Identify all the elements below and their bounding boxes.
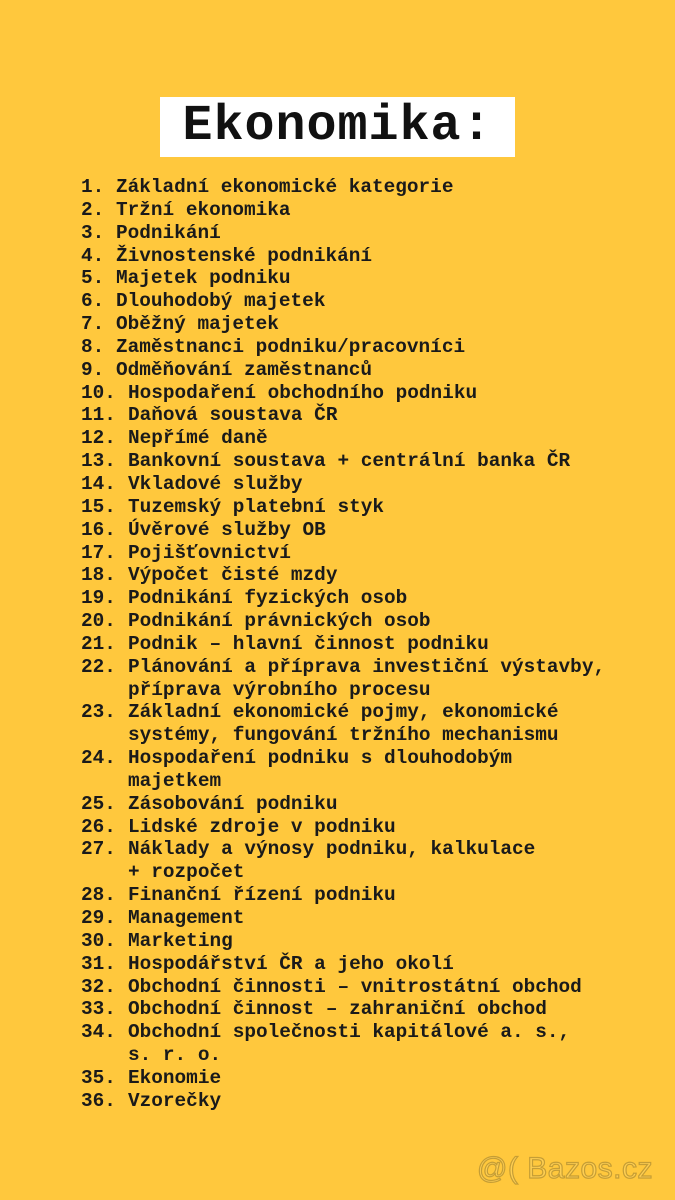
topic-line: Tuzemský platební styk (128, 495, 384, 518)
topic-item (81, 245, 605, 268)
topic-line: Obchodní činnost – zahraniční obchod (128, 998, 547, 1021)
topic-number: 9. (81, 358, 105, 381)
topic-number: 16. (81, 518, 116, 541)
topic-number: 36. (81, 1089, 116, 1112)
topic-text (128, 427, 268, 450)
topic-line: Marketing (128, 929, 233, 952)
topic-line: majetkem (128, 769, 222, 792)
topic-text (128, 656, 605, 702)
topic-number: 8. (81, 335, 105, 358)
topic-item (81, 816, 605, 839)
topic-line: Management (128, 907, 245, 929)
topic-item (81, 473, 605, 496)
page-title: Ekonomika: (182, 98, 493, 155)
topic-number: 18. (81, 564, 116, 587)
topic-item (81, 382, 605, 405)
topic-number: 17. (81, 541, 116, 564)
topic-item (81, 953, 605, 976)
topic-item (81, 793, 605, 816)
topic-text (128, 633, 489, 656)
topic-item (81, 267, 605, 290)
topic-number: 5. (81, 267, 105, 290)
topic-item (81, 1067, 605, 1090)
topic-number: 7. (81, 313, 105, 336)
topic-text (128, 884, 396, 907)
topic-item (81, 496, 605, 519)
topic-text (116, 176, 453, 199)
topic-line: Podnikání právnických osob (128, 610, 431, 633)
topic-item (81, 564, 605, 587)
topic-text (128, 747, 512, 793)
topic-number: 10. (81, 381, 116, 404)
topic-item (81, 450, 605, 473)
topic-number: 1. (81, 176, 105, 198)
topic-text (128, 610, 431, 633)
topic-number: 26. (81, 815, 116, 838)
topic-line: Majetek podniku (116, 267, 291, 290)
topic-number: 21. (81, 632, 116, 655)
topic-text (128, 564, 337, 587)
topic-number: 12. (81, 427, 116, 450)
topic-item (81, 747, 605, 793)
topic-item (81, 976, 605, 999)
topic-number: 32. (81, 975, 116, 998)
topic-text (128, 519, 326, 542)
topic-text (128, 542, 291, 565)
topic-line: Podnikání (116, 221, 221, 244)
topic-line: Obchodní činnosti – vnitrostátní obchod (128, 975, 582, 998)
topic-line: s. r. o. (128, 1044, 222, 1067)
topic-number: 35. (81, 1066, 116, 1089)
topic-line: Obchodní společnosti kapitálové a. s., (128, 1021, 571, 1044)
topic-line: příprava výrobního procesu (128, 678, 431, 701)
topic-text (128, 382, 477, 405)
topic-item (81, 290, 605, 313)
topic-number: 6. (81, 290, 105, 313)
topic-item (81, 176, 605, 199)
topic-item (81, 656, 605, 702)
topic-item (81, 930, 605, 953)
topic-text (116, 359, 372, 382)
topic-item (81, 998, 605, 1021)
topic-item (81, 359, 605, 382)
topic-item (81, 336, 605, 359)
topic-number: 34. (81, 1021, 116, 1044)
topic-text (128, 793, 337, 816)
topic-text (116, 290, 325, 313)
topic-text (128, 998, 547, 1021)
topic-item (81, 633, 605, 656)
topic-number: 15. (81, 495, 116, 518)
topic-item (81, 542, 605, 565)
topic-line: Základní ekonomické kategorie (116, 176, 454, 198)
topic-text (128, 976, 582, 999)
topic-text (128, 473, 303, 496)
topic-line: Plánování a příprava investiční výstavby, (128, 655, 606, 678)
topic-line: Zaměstnanci podniku/pracovníci (116, 335, 466, 358)
topic-number: 24. (81, 747, 116, 770)
topic-text (128, 953, 454, 976)
topic-item (81, 907, 605, 930)
topic-list (81, 176, 605, 1113)
topic-item (81, 610, 605, 633)
topic-line: Náklady a výnosy podniku, kalkulace (128, 838, 536, 861)
topic-text (128, 701, 559, 747)
topic-number: 4. (81, 244, 105, 267)
topic-text (128, 587, 407, 610)
topic-text (116, 313, 279, 336)
topic-number: 27. (81, 838, 116, 861)
topic-text (116, 222, 221, 245)
topic-line: Hospodaření obchodního podniku (128, 381, 478, 404)
topic-item (81, 701, 605, 747)
topic-text (128, 930, 233, 953)
topic-number: 14. (81, 472, 116, 495)
topic-text (128, 496, 384, 519)
topic-number: 28. (81, 884, 116, 907)
topic-text (116, 199, 291, 222)
topic-item (81, 222, 605, 245)
topic-line: Finanční řízení podniku (128, 884, 396, 907)
topic-text (128, 1067, 221, 1090)
topic-item (81, 1021, 605, 1067)
topic-line: Odměňování zaměstnanců (116, 358, 372, 381)
topic-line: Lidské zdroje v podniku (128, 815, 396, 838)
topic-number: 13. (81, 450, 116, 473)
topic-text (128, 1090, 221, 1113)
topic-line: + rozpočet (128, 861, 245, 884)
topic-line: Vzorečky (128, 1089, 222, 1112)
topic-line: Pojišťovnictví (128, 541, 291, 564)
topic-text (128, 1021, 570, 1067)
topic-item (81, 838, 605, 884)
topic-line: Vkladové služby (128, 472, 303, 495)
topic-line: Ekonomie (128, 1066, 222, 1089)
topic-number: 19. (81, 587, 116, 610)
topic-number: 23. (81, 701, 116, 724)
bazos-watermark: @( Bazos.cz (477, 1152, 653, 1185)
topic-line: Nepřímé daně (128, 427, 268, 450)
topic-line: Hospodaření podniku s dlouhodobým (128, 747, 512, 770)
topic-text (116, 267, 291, 290)
topic-line: Podnik – hlavní činnost podniku (128, 632, 489, 655)
topic-item (81, 587, 605, 610)
topic-text (128, 816, 396, 839)
topic-number: 25. (81, 792, 116, 815)
topic-text (116, 336, 465, 359)
topic-text (128, 450, 570, 473)
topic-item (81, 404, 605, 427)
topic-line: Dlouhodobý majetek (116, 290, 326, 313)
topic-line: Hospodářství ČR a jeho okolí (128, 952, 454, 975)
topic-line: systémy, fungování tržního mechanismu (128, 724, 559, 747)
topic-number: 11. (81, 404, 116, 427)
topic-line: Základní ekonomické pojmy, ekonomické (128, 701, 559, 724)
topic-item (81, 884, 605, 907)
topic-text (128, 838, 535, 884)
topic-item (81, 199, 605, 222)
topic-number: 29. (81, 907, 116, 929)
topic-line: Úvěrové služby OB (128, 518, 326, 541)
topic-number: 22. (81, 655, 116, 678)
topic-number: 3. (81, 221, 105, 244)
topic-line: Výpočet čisté mzdy (128, 564, 338, 587)
topic-number: 2. (81, 198, 105, 221)
title-box (160, 97, 515, 157)
topic-item (81, 1090, 605, 1113)
topic-number: 31. (81, 952, 116, 975)
topic-item (81, 427, 605, 450)
topic-line: Daňová soustava ČR (128, 404, 338, 427)
topic-number: 20. (81, 610, 116, 633)
topic-item (81, 519, 605, 542)
topic-line: Zásobování podniku (128, 792, 338, 815)
topic-text (128, 907, 244, 930)
topic-number: 30. (81, 929, 116, 952)
topic-line: Oběžný majetek (116, 313, 279, 336)
topic-number: 33. (81, 998, 116, 1021)
topic-text (116, 245, 372, 268)
topic-text (128, 404, 337, 427)
topic-line: Bankovní soustava + centrální banka ČR (128, 450, 571, 473)
topic-item (81, 313, 605, 336)
topic-line: Tržní ekonomika (116, 198, 291, 221)
topic-line: Živnostenské podnikání (116, 244, 372, 267)
topic-line: Podnikání fyzických osob (128, 587, 408, 610)
